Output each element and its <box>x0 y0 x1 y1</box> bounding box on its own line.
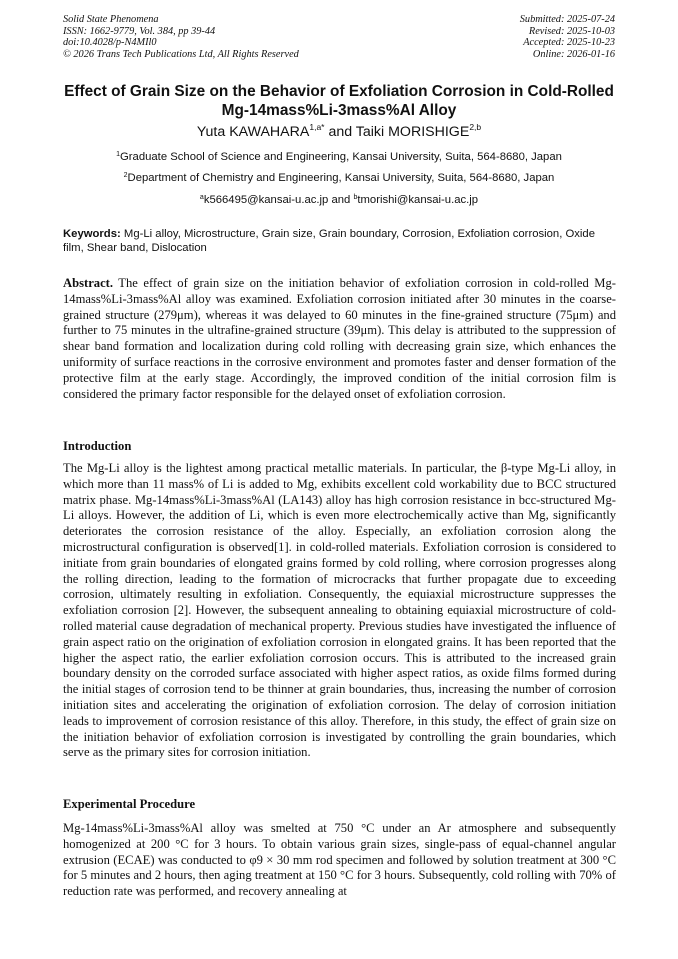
experimental-heading: Experimental Procedure <box>63 797 196 811</box>
affiliation-2-marker: 2 <box>123 172 128 179</box>
submitted-date: Submitted: 2025-07-24 <box>519 14 615 25</box>
email-b-marker: b <box>353 194 358 201</box>
citation-2[interactable]: [2] <box>173 603 189 618</box>
issn: ISSN: 1662-9779, Vol. 384, pp 39-44 <box>63 25 216 37</box>
paper-title: Effect of Grain Size on the Behavior of Exfoliation Corrosion in Cold-Rolled Mg-14mass%Li-3mass%Al Alloy <box>64 83 614 119</box>
affiliation-2-text: Department of Chemistry and Engineering, Kansai University, Suita, 564-8680, Japan <box>127 172 555 184</box>
publication-dates <box>520 14 615 60</box>
copyright: © 2026 Trans Tech Publications Ltd, All Rights Reserved <box>63 48 299 60</box>
accepted-date: Accepted: 2025-10-23 <box>523 37 615 49</box>
journal-name: Solid State Phenomena <box>63 14 159 25</box>
revised-date: Revised: 2025-10-03 <box>528 25 615 37</box>
author-1: Yuta KAWAHARA <box>196 124 310 140</box>
doi: doi:10.4028/p-N4MIl0 <box>63 37 157 49</box>
email-conjunction: and <box>331 194 351 206</box>
introduction-text-3: . However, the subsequent annealing to obtaining equiaxial microstructure of cold-rolled material cause degradation of mechanical property. Previous studies have investigated the influence of grain aspect ratio on the origination of exfoliation corrosion in elongated grains. It has been reported that the higher the aspect ratio, the earlier exfoliation corrosion occurs. This is attributed to the increased grain boundary density on the corroded surface associated with higher aspect ratios, as oxide films formed during the initial stages of corrosion tend to be thinner at grain boundaries, thus, increasing the number of corrosion initiation sites and accelerating the origination of exfoliation corrosion. The delay of corrosion initiation leads to improvement of corrosion resistance of this alloy. Therefore, in this study, the effect of grain size on the initiation behavior of exfoliation corrosion is investigated by controlling the grain boundaries, which serve as the primary sites for corrosion initiation. <box>63 603 616 760</box>
abstract <box>63 276 616 402</box>
affiliation-1-text: Graduate School of Science and Engineering, Kansai University, Suita, 564-8680, Japan <box>120 151 562 163</box>
keywords-label: Keywords: <box>63 228 121 240</box>
keywords-text: Mg-Li alloy, Microstructure, Grain size, Grain boundary, Corrosion, Exfoliation corrosion, Oxide film, Shear band, Dislocation <box>63 228 595 255</box>
email-a-marker: a <box>199 194 204 201</box>
author-conjunction: and <box>328 124 353 140</box>
introduction-body <box>63 461 616 761</box>
author-2-affiliation: 2,b <box>469 122 482 132</box>
email-a[interactable]: k566495@kansai-u.ac.jp <box>203 194 329 206</box>
keywords <box>63 227 616 256</box>
email-line <box>63 193 615 207</box>
author-2: Taiki MORISHIGE <box>355 124 470 140</box>
affiliation-1 <box>63 150 615 164</box>
affiliation-1-marker: 1 <box>116 151 120 158</box>
experimental-body: Mg-14mass%Li-3mass%Al alloy was smelted at 750 °C under an Ar atmosphere and subsequently homogenized at 200 °C for 3 hours. To obtain various grain sizes, single-pass of equal-channel angular extrusion (ECAE) was conducted to φ9 × 30 mm rod specimen and followed by solution treatment at 300 °C for 5 minutes and 2 hours, then aging treatment at 150 °C for 3 hours. Subsequently, cold rolling with 70% of reduction rate was performed, and recovery annealing at <box>63 821 616 899</box>
introduction-heading: Introduction <box>63 439 132 453</box>
journal-info <box>63 14 299 60</box>
citation-1[interactable]: [1] <box>273 539 289 554</box>
introduction-text-2: . in cold-rolled materials. Exfoliation corrosion is considered to initiate from grain boundaries of elongated grains formed by cold rolling, where corrosion progresses along the rolling direction, leading to the formation of microcracks that further propagate due to exceeding corrosion, ultimately resulting in exfoliation. Consequently, the equiaxial microstructure suppresses the exfoliation corrosion <box>63 539 616 618</box>
online-date: Online: 2026-01-16 <box>532 48 615 60</box>
abstract-label: Abstract. <box>63 276 114 290</box>
author-1-affiliation: 1,a* <box>309 122 325 132</box>
author-line <box>63 123 615 141</box>
affiliation-2 <box>63 171 615 185</box>
abstract-text: The effect of grain size on the initiation behavior of exfoliation corrosion in cold-rolled Mg-14mass%Li-3mass%Al alloy was examined. Exfoliation corrosion initiated after 30 minutes in the coarse-grained structure (279μm), whereas it was delayed to 60 minutes in the fine-grained structure (75μm) and further to 75 minutes in the ultrafine-grained structure (39μm). This delay is attributed to the suppression of shear band formation and localization during cold rolling with decreasing grain size, which enhances the uniformity of surface reactions in the corrosive environment and promotes faster and denser formation of the protective film at the early stage. Accordingly, the improved condition of the initial corrosion film is considered the primary factor responsible for the delayed onset of exfoliation corrosion. <box>63 276 616 401</box>
introduction-text-1: The Mg-Li alloy is the lightest among practical metallic materials. In particular, the β-type Mg-Li alloy, in which more than 11 mass% of Li is added to Mg, exhibits excellent cold workability due to BCC structured matrix phase. Mg-14mass%Li-3mass%Al (LA143) alloy has high corrosion resistance in bcc-structured Mg-Li alloys. However, the addition of Li, which is even more electrochemically active than Mg, significantly deteriorates the corrosion resistance of the alloy. Especially, an exfoliation corrosion along the microstructural configuration is observed <box>63 461 616 554</box>
email-b[interactable]: tmorishi@kansai-u.ac.jp <box>357 194 479 206</box>
